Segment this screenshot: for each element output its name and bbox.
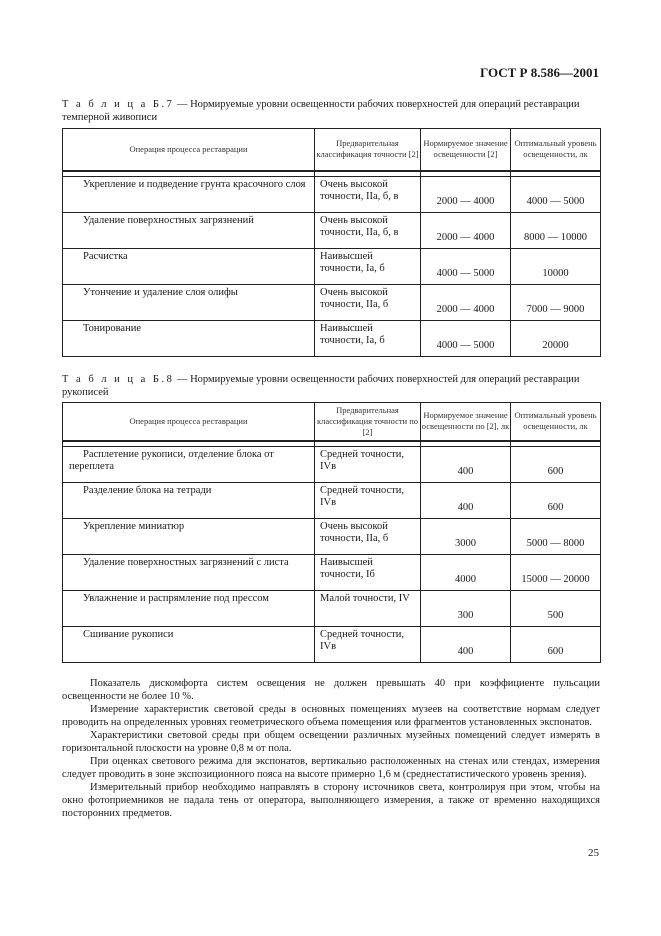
page-number: 25 xyxy=(588,847,599,859)
cell-operation: Удаление поверхностных загрязнений с листа xyxy=(63,554,315,590)
cell-normative: 3000 xyxy=(421,518,511,554)
cell-operation: Увлажнение и распрямление под прессом xyxy=(63,590,315,626)
cell-operation: Расчистка xyxy=(63,248,315,284)
cell-classification: Наивысшей точности, Iб xyxy=(315,554,421,590)
cell-classification: Очень высокой точности, IIа, б xyxy=(315,518,421,554)
table-row xyxy=(63,446,601,482)
table-b7-caption-label: Т а б л и ц а Б.7 xyxy=(62,99,175,110)
paragraph-general-lighting: Характеристики световой среды при общем освещении различных музейных помещений следует измерять в горизонтальной плоскости на уровне 0,8 м от пола. xyxy=(62,730,600,754)
cell-classification: Наивысшей точности, Iа, б xyxy=(315,320,421,356)
table-b8-header-operation: Операция процесса реставрации xyxy=(63,403,315,441)
table-b8-header-normative: Нормируемое значение освещенности по [2], лк xyxy=(421,403,511,441)
table-b7-header-classification: Предварительная классификация точности [2] xyxy=(315,129,421,171)
table-row xyxy=(63,626,601,662)
table-b8-caption-label: Т а б л и ц а Б.8 xyxy=(62,374,175,385)
cell-operation: Разделение блока на тетради xyxy=(63,482,315,518)
cell-operation: Удаление поверхностных загрязнений xyxy=(63,212,315,248)
table-b7-header-operation: Операция процесса реставрации xyxy=(63,129,315,171)
body-text xyxy=(62,677,600,820)
table-row xyxy=(63,320,601,356)
cell-classification: Малой точности, IV xyxy=(315,590,421,626)
table-b7-header-optimal: Оптимальный уровень освещенности, лк xyxy=(511,129,601,171)
cell-operation: Тонирование xyxy=(63,320,315,356)
cell-optimal: 600 xyxy=(511,482,601,518)
table-b7 xyxy=(62,128,601,357)
cell-normative: 4000 — 5000 xyxy=(421,320,511,356)
cell-classification: Средней точности, IVв xyxy=(315,446,421,482)
cell-normative: 400 xyxy=(421,482,511,518)
paragraph-measurement: Измерение характеристик световой среды в основных помещениях музеев на соответствие нормам следует проводить на определенных уровнях геометрического объема помещения или фрагментов установленных экспонатов. xyxy=(62,704,600,728)
cell-normative: 2000 — 4000 xyxy=(421,284,511,320)
table-b7-caption xyxy=(62,98,600,124)
cell-optimal: 7000 — 9000 xyxy=(511,284,601,320)
cell-optimal: 5000 — 8000 xyxy=(511,518,601,554)
table-row xyxy=(63,590,601,626)
cell-normative: 2000 — 4000 xyxy=(421,212,511,248)
cell-optimal: 600 xyxy=(511,626,601,662)
cell-optimal: 8000 — 10000 xyxy=(511,212,601,248)
cell-optimal: 4000 — 5000 xyxy=(511,176,601,212)
cell-operation: Укрепление миниатюр xyxy=(63,518,315,554)
cell-classification: Наивысшей точности, Iа, б xyxy=(315,248,421,284)
cell-optimal: 15000 — 20000 xyxy=(511,554,601,590)
table-b8-header-classification: Предварительная классификация точности по [2] xyxy=(315,403,421,441)
table-row xyxy=(63,212,601,248)
table-b8-header-optimal: Оптимальный уровень освещенности, лк xyxy=(511,403,601,441)
cell-classification: Очень высокой точности, IIа, б, в xyxy=(315,176,421,212)
table-row xyxy=(63,554,601,590)
cell-classification: Средней точности, IVв xyxy=(315,482,421,518)
cell-classification: Очень высокой точности, IIа, б xyxy=(315,284,421,320)
cell-classification: Средней точности, IVв xyxy=(315,626,421,662)
cell-optimal: 600 xyxy=(511,446,601,482)
table-row xyxy=(63,284,601,320)
table-b7-caption-text: — Нормируемые уровни освещенности рабочих поверхностей для операций реставрации темперной живописи xyxy=(62,99,580,123)
table-b7-header-normative: Нормируемое значение освещенности [2] xyxy=(421,129,511,171)
paragraph-discomfort: Показатель дискомфорта систем освещения не должен превышать 40 при коэффициенте пульсации освещенности не более 10 %. xyxy=(62,678,600,702)
document-code: ГОСТ Р 8.586—2001 xyxy=(480,65,599,80)
cell-normative: 4000 — 5000 xyxy=(421,248,511,284)
cell-normative: 2000 — 4000 xyxy=(421,176,511,212)
table-row xyxy=(63,176,601,212)
table-b8-caption xyxy=(62,373,600,399)
cell-operation: Утончение и удаление слоя олифы xyxy=(63,284,315,320)
paragraph-vertical-exhibits: При оценках светового режима для экспонатов, вертикально расположенных на стенах или стендах, измерения следует проводить в зоне экспозиционного пояса на высоте примерно 1,6 м (среднестатистического уровень зрения). xyxy=(62,756,600,780)
cell-operation: Расплетение рукописи, отделение блока от переплета xyxy=(63,446,315,482)
cell-normative: 4000 xyxy=(421,554,511,590)
cell-normative: 400 xyxy=(421,446,511,482)
cell-operation: Сшивание рукописи xyxy=(63,626,315,662)
table-row xyxy=(63,482,601,518)
cell-normative: 400 xyxy=(421,626,511,662)
cell-optimal: 500 xyxy=(511,590,601,626)
cell-classification: Очень высокой точности, IIа, б, в xyxy=(315,212,421,248)
table-b8 xyxy=(62,402,601,663)
cell-operation: Укрепление и подведение грунта красочного слоя xyxy=(63,176,315,212)
table-b8-caption-text: — Нормируемые уровни освещенности рабочих поверхностей для операций реставрации рукописей xyxy=(62,374,580,398)
paragraph-instrument: Измерительный прибор необходимо направлять в сторону источников света, контролируя при этом, чтобы на окно фотоприемников не падала тень от оператора, выполняющего измерения, а также от временно находящихся посторонних предметов. xyxy=(62,782,600,819)
table-row xyxy=(63,518,601,554)
cell-optimal: 20000 xyxy=(511,320,601,356)
cell-normative: 300 xyxy=(421,590,511,626)
table-row xyxy=(63,248,601,284)
cell-optimal: 10000 xyxy=(511,248,601,284)
